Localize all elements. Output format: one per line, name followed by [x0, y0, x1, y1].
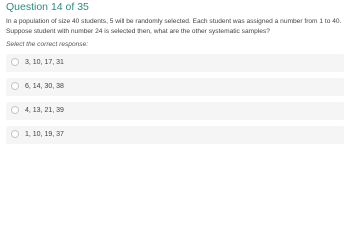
- response-prompt: Select the correct response:: [6, 41, 89, 48]
- answer-option-label: 3, 10, 17, 31: [25, 59, 64, 66]
- answer-option-label: 6, 14, 30, 38: [25, 83, 64, 90]
- answer-option-2[interactable]: [6, 78, 344, 96]
- question-number-heading: Question 14 of 35: [6, 1, 89, 13]
- answer-options-list: [6, 54, 344, 150]
- answer-option-4[interactable]: [6, 126, 344, 144]
- answer-option-label: 1, 10, 19, 37: [25, 131, 64, 138]
- radio-button-icon[interactable]: [11, 82, 19, 90]
- radio-button-icon[interactable]: [11, 58, 19, 66]
- radio-button-icon[interactable]: [11, 130, 19, 138]
- answer-option-1[interactable]: [6, 54, 344, 72]
- answer-option-3[interactable]: [6, 102, 344, 120]
- radio-button-icon[interactable]: [11, 106, 19, 114]
- answer-option-label: 4, 13, 21, 39: [25, 107, 64, 114]
- question-text: In a population of size 40 students, 5 will be randomly selected. Each student was assigned a number from 1 to 40. Suppose student with number 24 is selected then, what are the other systematic samples?: [6, 18, 342, 35]
